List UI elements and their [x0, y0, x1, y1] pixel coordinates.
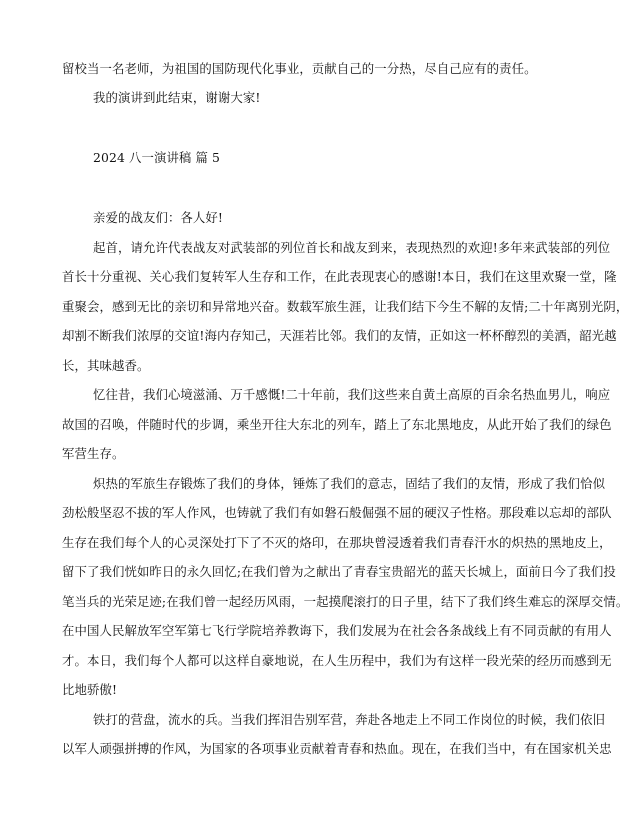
text-line: 军营生存。	[62, 446, 125, 461]
greeting-line: 亲爱的战友们：各人好!	[93, 210, 223, 225]
text-line: 留下了我们恍如昨日的永久回忆;在我们曾为之献出了青春宝贵韶光的蓝天长城上，面前日今了我们投	[62, 564, 616, 579]
text-line: 我的演讲到此结束，谢谢大家!	[93, 90, 261, 105]
text-line: 才。本日，我们每个人都可以这样自豪地说，在人生历程中，我们为有这样一段光荣的经历而感到无	[62, 653, 612, 668]
section-heading: 2024 八一演讲稿 篇 5	[93, 150, 220, 165]
text-line: 铁打的营盘，流水的兵。当我们挥泪告别军营，奔赴各地走上不同工作岗位的时候，我们依旧	[93, 712, 606, 727]
text-line: 炽热的军旅生存锻炼了我们的身体，锤炼了我们的意志，固结了我们的友情，形成了我们恰似	[93, 476, 606, 491]
text-line: 起首，请允许代表战友对武装部的列位首长和战友到来，表现热烈的欢迎!多年来武装部的列位	[93, 240, 611, 255]
text-line: 却割不断我们浓厚的交谊!海内存知己，天涯若比邻。我们的友情，正如这一杯杯醇烈的美酒，韶光越	[62, 328, 617, 343]
text-line: 忆往昔，我们心境滋涌、万千感慨!二十年前，我们这些来自黄土高原的百余名热血男儿，响应	[93, 387, 611, 402]
text-line: 重聚会，感到无比的亲切和异常地兴奋。数载军旅生涯，让我们结下今生不解的友情;二十年离别光阴，	[62, 299, 628, 314]
text-line: 故国的召唤，伴随时代的步调，乘坐开往大东北的列车，踏上了东北黑地皮，从此开始了我们的绿色	[62, 417, 612, 432]
text-line: 劲松般坚忍不拔的军人作风，也铸就了我们有如磐石般倔强不屈的硬汉子性格。那段难以忘却的部队	[62, 505, 612, 520]
text-line: 比地骄傲!	[62, 682, 118, 697]
text-line: 笔当兵的光荣足迹;在我们曾一起经历风雨，一起摸爬滚打的日子里，结下了我们终生难忘的深厚交情。	[62, 594, 628, 609]
text-line: 生存在我们每个人的心灵深处打下了不灭的烙印，在那块曾浸透着我们青春汗水的炽热的黑地皮上，	[62, 535, 612, 550]
text-line: 留校当一名老师，为祖国的国防现代化事业，贡献自己的一分热，尽自己应有的责任。	[62, 61, 537, 76]
text-line: 长，其味越香。	[62, 358, 150, 373]
text-line: 以军人顽强拼搏的作风，为国家的各项事业贡献着青春和热血。现在，在我们当中，有在国家机关忠	[62, 741, 612, 756]
text-line: 首长十分重视、关心我们复转军人生存和工作，在此表现衷心的感谢!本日，我们在这里欢聚一堂，隆	[62, 269, 617, 284]
text-line: 在中国人民解放军空军第七飞行学院培养教诲下，我们发展为在社会各条战线上有不同贡献的有用人	[62, 623, 612, 638]
